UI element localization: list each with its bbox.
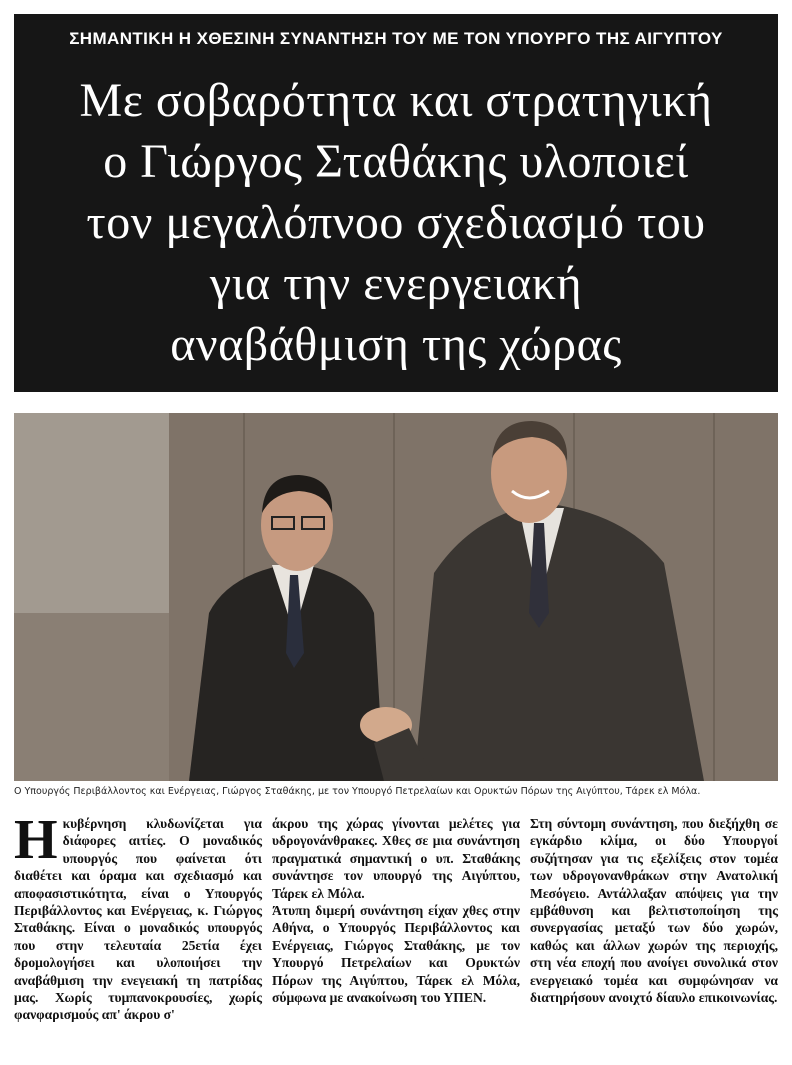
- headline-line: ο Γιώργος Σταθάκης υλοποιεί: [103, 135, 689, 188]
- kicker: ΣΗΜΑΝΤΙΚΗ Η ΧΘΕΣΙΝΗ ΣΥΝΑΝΤΗΣΗ ΤΟΥ ΜΕ ΤΟΝ ΥΠΟΥΡΓΟ ΤΗΣ ΑΙΓΥΠΤΟΥ: [69, 29, 723, 48]
- article-column-1: [14, 809, 262, 1024]
- headline-line: τον μεγαλόπνοο σχεδιασμό του: [86, 196, 706, 249]
- headline-line: Με σοβαρότητα και στρατηγική: [79, 74, 713, 127]
- photo-illustration: [14, 413, 778, 781]
- photo-caption: Ο Υπουργός Περιβάλλοντος και Ενέργειας, Γιώργος Σταθάκης, με τον Υπουργό Πετρελαίων και Ορυκτών Πόρων της Αιγύπτου, Τάρεκ ελ Μόλα.: [14, 786, 701, 797]
- article-paragraph: Στη σύντομη συνάντηση, που διεξήχθη σε εγκάρδιο κλίμα, οι δύο Υπουργοί συζήτησαν για τις εξελίξεις στον τομέα των υδρογονανθράκων στην Ανατολική Μεσόγειο. Αντάλλαξαν απόψεις για την εμβάθυνση και βελτιστοποίηση της συνεργασίας μεταξύ των δύο χωρών, καθώς και άλλων χωρών της περιοχής, στη νέα εποχή που ανοίγει συνολικά στον ενεργειακό τομέα και συμφώνησαν να διατηρήσουν ανοιχτό δίαυλο επικοινωνίας.: [530, 816, 778, 1006]
- headline-banner: [14, 14, 778, 392]
- article-paragraph: άκρου της χώρας γίνονται μελέτες για υδρογονάνθρακες. Χθες σε μια συνάντηση πραγματικά σημαντική ο υπ. Σταθάκης συνάντησε τον υπουργό της Αιγύπτου, Τάρεκ ελ Μόλα.: [272, 816, 520, 901]
- headline-line: για την ενεργειακή: [209, 257, 583, 310]
- drop-cap: Η: [14, 809, 58, 871]
- headline: [14, 70, 778, 375]
- news-photo: [14, 413, 778, 781]
- article-column-2: [272, 815, 520, 1006]
- article-paragraph: κυβέρνηση κλυδωνίζεται για διάφορες αιτίες. Ο μοναδικός υπουργός που φαίνεται ότι διαθέτει και όραμα και σχεδιασμό και αποφασιστικότητα, είναι ο Υπουργός Περιβάλλοντος και Ενέργειας, κ. Γιώργος Σταθάκης. Είναι ο μοναδικός υπουργός που στην τελευταία 25ετία έχει δρομολογήσει και υλοποιήσει την αναβάθμιση την ενεγειακή τη πατρίδας μας. Χωρίς τυμπανοκρουσίες, χωρίς φανφαρισμούς απ' άκρου σ': [14, 816, 262, 1023]
- article-column-3: [530, 815, 778, 1006]
- headline-line: αναβάθμιση της χώρας: [170, 318, 622, 371]
- article-paragraph: Άτυπη διμερή συνάντηση είχαν χθες στην Αθήνα, ο Υπουργός Περιβάλλοντος και Ενέργειας, Γιώργος Σταθάκης, με τον Υπουργό Πετρελαίων και Ορυκτών Πόρων της Αιγύπτου, Τάρεκ ελ Μόλα, σύμφωνα με ανακοίνωση του ΥΠΕΝ.: [272, 903, 520, 1006]
